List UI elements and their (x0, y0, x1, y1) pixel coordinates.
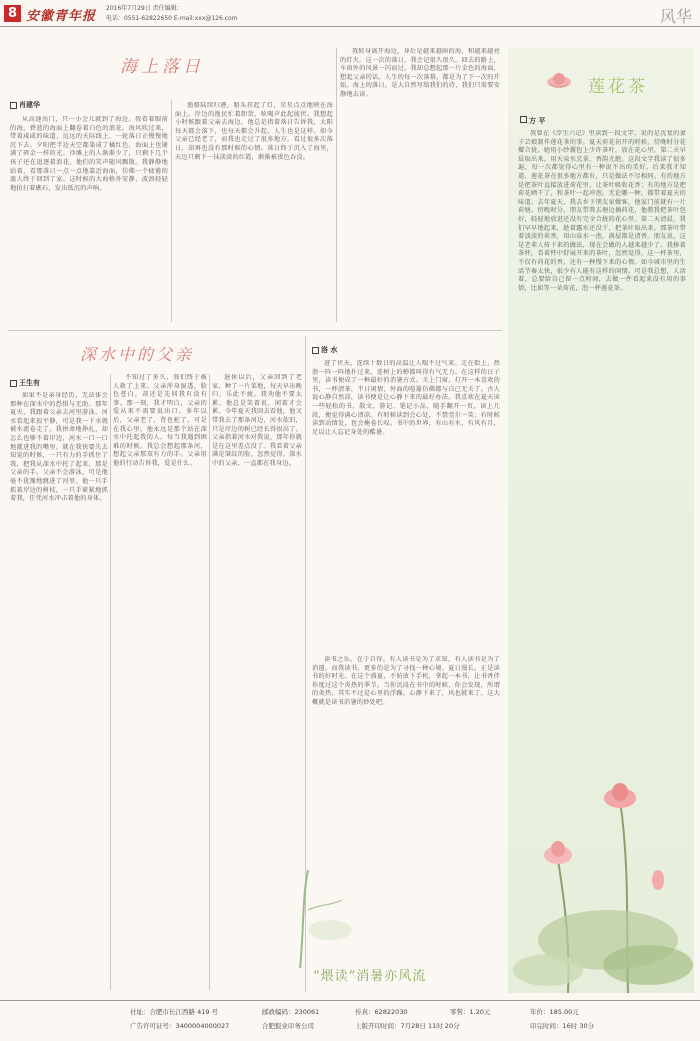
footer-print-start: 上版开印时间：7月28日 11时 20分 (355, 1022, 460, 1030)
article-text-haishang-col2: 渔船陆续归港，船头挂起了灯，星星点点地映在海面上。岸边的渔民忙着卸货，吆喝声此起彼伏。我想起小时候跟着父亲去海边，他总是指着落日告诉我，太阳每天都会落下，也每天都会升起，人生也是这样。如今父亲已经老了，而我也走过了很多地方，看过很多次落日，却再也没有那时候的心情。落日终于沉入了海里，天边只剩下一抹淡淡的红霞，渐渐被夜色吞没。 (175, 102, 333, 161)
article-title-middle-bottom: “煨读”消暑亦风流 (313, 969, 427, 984)
byline-haishang (10, 100, 40, 110)
article-text-middle-a: 进了伏天，连续十数日的高温让人喘不过气来。走在街上，热浪一阵一阵地扑过来，连树上的蝉都叫得有气无力。在这样的日子里，读书便成了一种最好的消暑方式。关上门窗，打开一本喜欢的书，一杯清茶，半日闲情，外面的喧嚣仿佛都与自己无关了。古人说心静自然凉，读书便是让心静下来的最好办法。我喜欢在夏天读一些轻松的书，散文、游记、笔记小品，随手翻开一页，读上几段，便觉得满心清凉。有时候读到会心处，不禁莞尔一笑；有时候读到动情处，也会掩卷长叹。书中的世界，有山有水，有风有月，足以让人忘记身处的酷暑。 (312, 360, 500, 436)
author-name: 方 平 (529, 117, 546, 125)
contact-line: 电话：0551-62822650 E-mail:xxx@126.com (106, 15, 238, 22)
date-line: 2016年7月29日 责任编辑： (106, 5, 183, 12)
article-text-middle-b: 读书之乐，在于自得。有人读书是为了求知，有人读书是为了消遣，而我读书，更多的是为了寻找一种心境。夏日漫长，正是读书的好时光。在这个盛夏，不妨放下手机，拿起一本书，让书香伴你度过这个炎热的季节。当你沉浸在书中的时候，你会发现，所谓的炎热，其实不过是心里的浮躁。心静下来了，风也就来了。这大概就是读书消暑的妙处吧。 (312, 656, 500, 706)
footer-address: 社址：合肥市长江西路 419 号 (130, 1008, 219, 1016)
column-divider (209, 374, 210, 990)
article-title-fuqin: 深水中的父亲 (80, 345, 195, 364)
byline-fuqin (10, 378, 40, 388)
column-divider (110, 374, 111, 990)
section-divider (8, 330, 502, 331)
byline-middle (312, 345, 337, 355)
masthead-logo: 安徽青年报 (26, 9, 97, 24)
footer-license: 广告许可证号：3400004000027 (130, 1022, 230, 1030)
footer-print-end: 印完时间：16时 30分 (530, 1022, 595, 1030)
column-divider (171, 100, 172, 322)
column-divider (336, 48, 337, 322)
lotus-painting (508, 760, 694, 993)
author-name: 王生有 (19, 379, 40, 387)
article-text-haishang-col1: 从高速出门，只一小会儿就到了海边。我看着眼前的海，碧蓝的海面上翻卷着白色的浪花。海风吹过来，带着咸咸的味道，远远的天际线上，一轮落日正慢慢地沉下去。夕阳把半边天空都染成了橘红色，海面上也铺满了碎金一样的光。沙滩上的人渐渐少了，只剩下几个孩子还在追逐着浪花，他们的笑声随风飘散。我静静地站着，看那落日一点一点地靠近海面，仿佛一个疲倦的旅人终于回到了家。这时候的大海格外安静，波浪轻轻地拍打着礁石，发出低沉的声响。 (10, 116, 168, 192)
footer-retail-price: 零售：1.20元 (450, 1008, 491, 1016)
article-title-haishang: 海上落日 (120, 57, 204, 77)
header-rule (0, 26, 700, 27)
author-name: 肖建华 (19, 101, 40, 109)
author-name: 洛 水 (321, 346, 338, 354)
section-name: 风华 (659, 7, 692, 26)
article-title-lianhua: 莲花茶 (588, 77, 648, 97)
article-text-lianhua: 我曾在《浮生六记》里读到一段文字，说的是沈复的妻子芸娘制作莲花茶的事。夏天荷花初开的时候，傍晚时分花瓣合拢，她用小纱囊包上少许茶叶，放在花心里，第二天早晨取出来，用天泉水烹茶，香韵尤绝。这段文字我读了很多遍，每一次都觉得心里有一种说不出的美好。后来我才知道，莲花茶在很多地方都有，只是做法不尽相同。有的地方是把茶叶直接放进荷花里，让茶叶吸收花香；有的地方是把荷花晒干了，和茶叶一起冲泡。无论哪一种，都带着夏天的味道。去年夏天，我去乡下朋友家做客，他家门前就有一片荷塘。傍晚时分，朋友带我去塘边摘荷花，他教我把茶叶包好，轻轻地放进还没有完全合拢的花心里。第二天清晨，我们早早地起来，趁着露水还没干，把茶叶取出来。那茶叶带着淡淡的荷香，用山泉水一泡，满屋都是清香。朋友说，这是老辈人传下来的做法，现在会做的人越来越少了。我捧着茶杯，看着杯中舒展开来的茶叶，忽然觉得，这一杯茶里，不仅有荷花的香，还有一种慢下来的心情。如今城市里的生活节奏太快，很少有人能有这样的闲情。可是我总想，人活着，总要给自己留一点时间，去做一件看起来没有用的事情，比如等一朵荷花，泡一杯莲花茶。 (518, 130, 686, 292)
byline-lianhua (520, 116, 545, 126)
lotus-icon (544, 70, 574, 90)
page-number: 8 (4, 5, 21, 22)
footer-postcode: 邮政编码：230061 (262, 1008, 320, 1016)
article-text-fuqin-col3: 退休以后，父亲回到了老家，种了一片菜地，每天早出晚归，乐此不疲。我劝他不要太累，他总是笑着说，闲着才会累。今年夏天我回去看他，他又带我去了那条河边，河水依旧，只是岸边的树已经长得很高了。父亲指着河水对我说，那年你就是在这里差点没了。我看着父亲满是皱纹的脸，忽然觉得，深水中的父亲，一直都在我身边。 (212, 374, 302, 467)
page-header (0, 0, 700, 28)
article-text-fuqin-col1: 如果不是亲身经历，无法体会那种在深水中的恐惧与无助。那年夏天，我跟着父亲去河里游泳，河水看起来很平静，可是我一下水就被水流卷走了。我拼命地挣扎，却怎么也够不着岸边，河水一口一口地灌进我的嘴里。就在我快要失去知觉的时候，一只有力的手抓住了我，把我从深水中托了起来。那是父亲的手。父亲不会游泳，可是他毫不犹豫地跳进了河里。他一只手抓着岸边的树枝，一只手紧紧地抓着我，任凭河水冲击着他的身体。 (10, 392, 108, 503)
article-text-haishang-col3: 我转身离开海边，身后是越来越暗的海，和越来越亮的灯火。这一次的落日，我会记很久很久。回去的路上，车窗外的风景一闪而过，我却总想起那一片金色的海面，想起父亲的话。人生的每一次落幕，都是为了下一次的开始。海上的落日，是大自然写给我们的诗，我们只需要安静地去读。 (340, 48, 500, 98)
article-text-fuqin-col2: 不知过了多久，我们终于被人救了上来。父亲浑身湿透，脸色苍白，却还是先问我有没有事。那一刻，我才明白，父亲的爱从来不需要说出口。多年以后，父亲老了，背也驼了，可是在我心里，他永远是那个站在深水中托起我的人。每当我遇到困难的时候，我总会想起那条河，想起父亲那双有力的手。父亲用他的行动告诉我，爱是什么。 (113, 374, 207, 467)
page-footer (0, 1000, 700, 1041)
footer-annual-price: 年价：185.00元 (530, 1008, 579, 1016)
footer-fax: 传真：62822030 (355, 1008, 408, 1016)
bamboo-brush-art (290, 860, 370, 970)
footer-printer: 合肥报业印务公司 (262, 1022, 314, 1030)
